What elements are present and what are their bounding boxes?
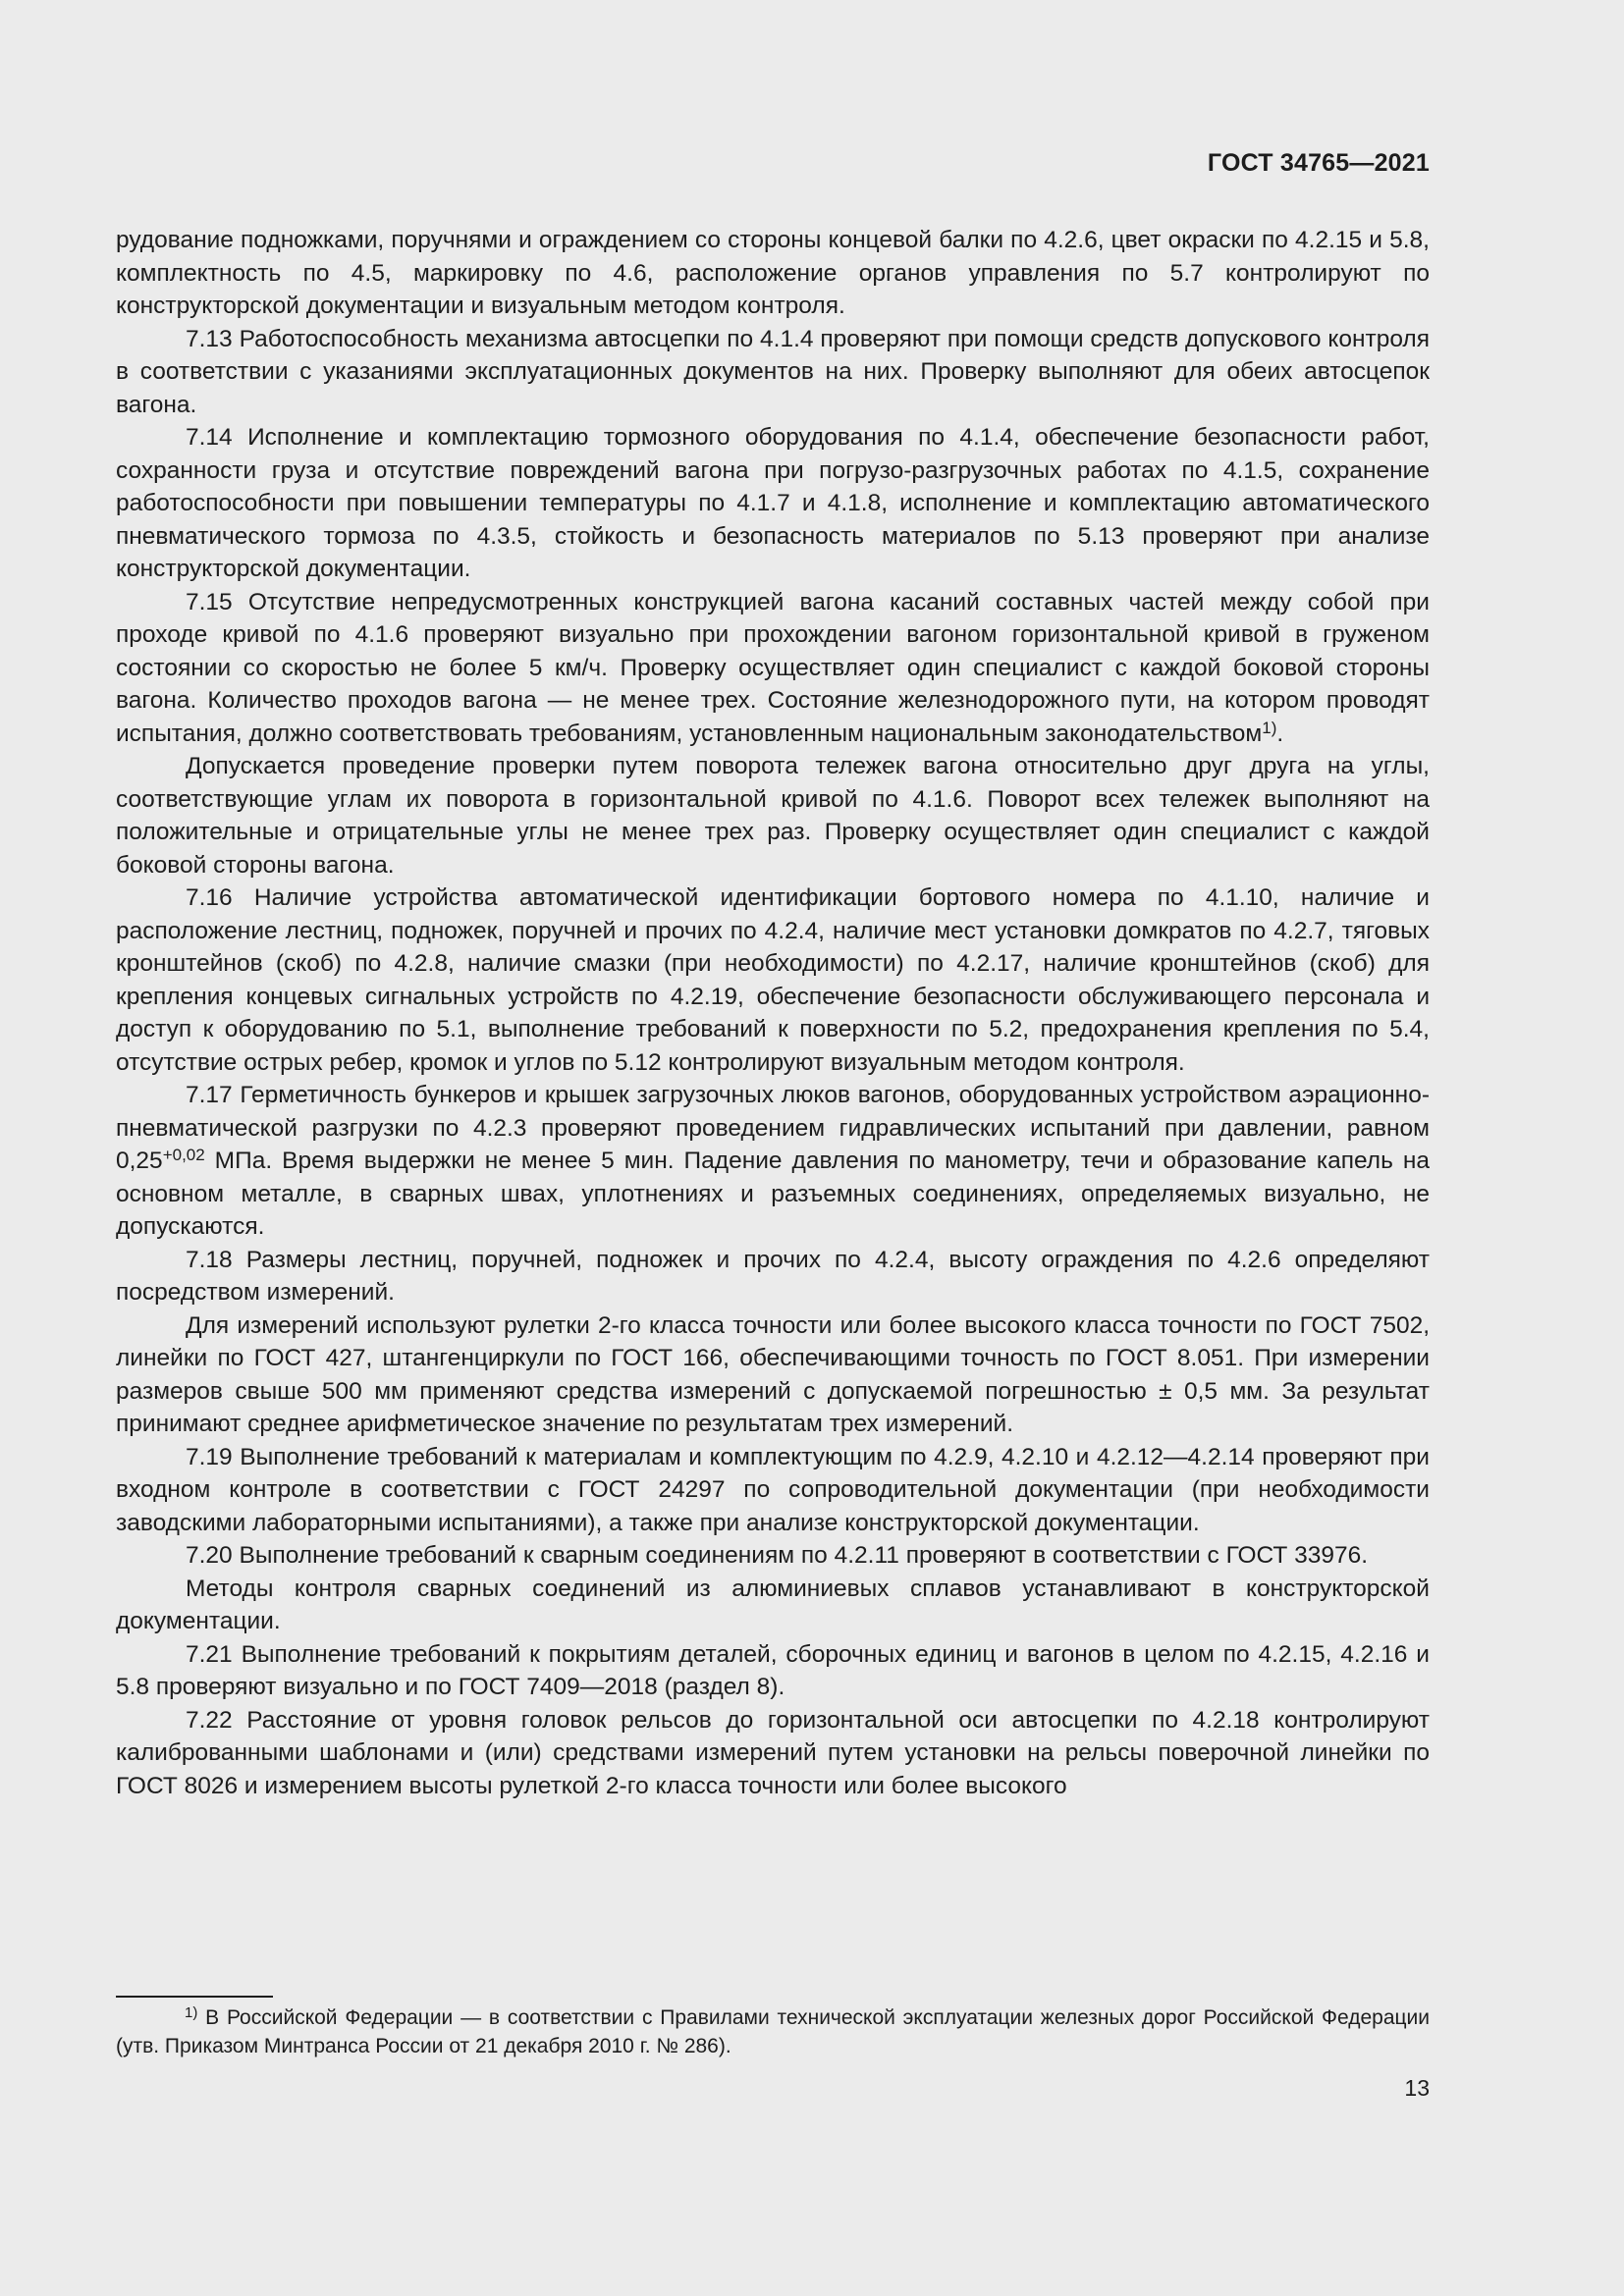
paragraph-7-16: [116, 881, 1430, 1079]
footnote-marker: 1): [185, 2004, 198, 2021]
paragraph-text: Методы контроля сварных соединений из алюминиевых сплавов устанавливают в конструкторской документации.: [116, 1575, 1430, 1634]
paragraph-text: 7.18 Размеры лестниц, поручней, подножек и прочих по 4.2.4, высоту ограждения по 4.2.6 определяют посредством измерений.: [116, 1246, 1430, 1306]
paragraph-text: 7.21 Выполнение требований к покрытиям деталей, сборочных единиц и вагонов в целом по 4.2.15, 4.2.16 и 5.8 проверяют визуально и по ГОСТ 7409—2018 (раздел 8).: [116, 1640, 1430, 1700]
paragraph-7-17: [116, 1079, 1430, 1244]
paragraph-text: 7.14 Исполнение и комплектацию тормозного оборудования по 4.1.4, обеспечение безопасности работ, сохранности груза и отсутствие повреждений вагона при погрузо-разгрузочных работах по 4.1.5, сохранение работоспособности при повышении температуры по 4.1.7 и 4.1.8, исполнение и комплектацию автоматического пневматического тормоза по 4.3.5, стойкость и безопасность материалов по 5.13 проверяют при анализе конструкторской документации.: [116, 424, 1430, 582]
paragraph-7-15-allowance: [116, 750, 1430, 881]
paragraph-text: рудование подножками, поручнями и ограждением со стороны концевой балки по 4.2.6, цвет окраски по 4.2.15 и 5.8, комплектность по 4.5, маркировку по 4.6, расположение органов управления по 5.7 контролируют по конструкторской документации и визуальным методом контроля.: [116, 227, 1430, 319]
paragraph-7-20-methods: [116, 1573, 1430, 1638]
paragraph-text: 7.19 Выполнение требований к материалам и комплектующим по 4.2.9, 4.2.10 и 4.2.12—4.2.14 проверяют при входном контроле в соответствии с ГОСТ 24297 по сопроводительной документации (при необходимости заводскими лабораторными испытаниями), а также при анализе конструкторской документации.: [116, 1443, 1430, 1536]
paragraph-text: Допускается проведение проверки путем поворота тележек вагона относительно друг друга на углы, соответствующие углам их поворота в горизонтальной кривой по 4.1.6. Поворот всех тележек выполняют на положительные и отрицательные углы не менее трех раз. Проверку осуществляет один специалист с каждой боковой стороны вагона.: [116, 753, 1430, 879]
footnote-reference: 1): [1262, 718, 1277, 737]
paragraph-7-20: [116, 1539, 1430, 1573]
paragraph-text: 7.16 Наличие устройства автоматической идентификации бортового номера по 4.1.10, наличие и расположение лестниц, подножек, поручней и прочих по 4.2.4, наличие мест установки домкратов по 4.2.7, тяговых кронштейнов (скоб) по 4.2.8, наличие смазки (при необходимости) по 4.2.17, наличие кронштейнов (скоб) для крепления концевых сигнальных устройств по 4.2.19, обеспечение безопасности обслуживающего персонала и доступ к оборудованию по 5.1, выполнение требований к поверхности по 5.2, предохранения крепления по 5.4, отсутствие острых ребер, кромок и углов по 5.12 контролируют визуальным методом контроля.: [116, 884, 1430, 1076]
tolerance-superscript: +0,02: [162, 1146, 205, 1164]
paragraph-7-13: [116, 323, 1430, 422]
paragraph-continuation: [116, 224, 1430, 323]
paragraph-7-21: [116, 1638, 1430, 1704]
document-number-header: ГОСТ 34765—2021: [1207, 149, 1430, 177]
paragraph-7-18: [116, 1244, 1430, 1309]
main-text: [116, 224, 1430, 1802]
paragraph-7-15: [116, 586, 1430, 751]
page-number: 13: [1404, 2075, 1430, 2101]
footnote: [116, 2003, 1430, 2060]
footnote-separator: [116, 1996, 273, 1998]
paragraph-text: 7.15 Отсутствие непредусмотренных конструкцией вагона касаний составных частей между собой при проходе кривой по 4.1.6 проверяют визуально при прохождении вагоном горизонтальной кривой в груженом состоянии со скоростью не более 5 км/ч. Проверку осуществляет один специалист с каждой боковой стороны вагона. Количество проходов вагона — не менее трех. Состояние железнодорожного пути, на котором проводят испытания, должно соответствовать требованиям, установленным национальным законодательством: [116, 588, 1430, 747]
paragraph-text: 7.17 Герметичность бункеров и крышек загрузочных люков вагонов, оборудованных устройством аэрационно-пневматической разгрузки по 4.2.3 проверяют проведением гидравлических испытаний при давлении, равном 0,25: [116, 1082, 1430, 1174]
paragraph-7-22: [116, 1704, 1430, 1803]
paragraph-7-14: [116, 421, 1430, 586]
footnote-text: В Российской Федерации — в соответствии с Правилами технической эксплуатации железных дорог Российской Федерации (утв. Приказом Минтранса России от 21 декабря 2010 г. № 286).: [116, 2006, 1430, 2057]
paragraph-text-end: МПа. Время выдержки не менее 5 мин. Падение давления по манометру, течи и образование капель на основном металле, в сварных швах, уплотнениях и разъемных соединениях, определяемых визуально, не допускаются.: [116, 1148, 1430, 1240]
paragraph-text-end: .: [1276, 720, 1284, 747]
paragraph-text: 7.20 Выполнение требований к сварным соединениям по 4.2.11 проверяют в соответствии с ГОСТ 33976.: [186, 1542, 1369, 1569]
paragraph-text: 7.13 Работоспособность механизма автосцепки по 4.1.4 проверяют при помощи средств допускового контроля в соответствии с указаниями эксплуатационных документов на них. Проверку выполняют для обеих автосцепок вагона.: [116, 325, 1430, 418]
paragraph-text: Для измерений используют рулетки 2-го класса точности или более высокого класса точности по ГОСТ 7502, линейки по ГОСТ 427, штангенциркули по ГОСТ 166, обеспечивающими точность по ГОСТ 8.051. При измерении размеров свыше 500 мм применяют средства измерений с допускаемой погрешностью ± 0,5 мм. За результат принимают среднее арифметическое значение по результатам трех измерений.: [116, 1311, 1430, 1437]
paragraph-7-19: [116, 1441, 1430, 1540]
paragraph-7-18-measurements: [116, 1309, 1430, 1441]
paragraph-text: 7.22 Расстояние от уровня головок рельсов до горизонтальной оси автосцепки по 4.2.18 контролируют калиброванными шаблонами и (или) средствами измерений путем установки на рельсы поверочной линейки по ГОСТ 8026 и измерением высоты рулеткой 2-го класса точности или более высокого: [116, 1706, 1430, 1799]
